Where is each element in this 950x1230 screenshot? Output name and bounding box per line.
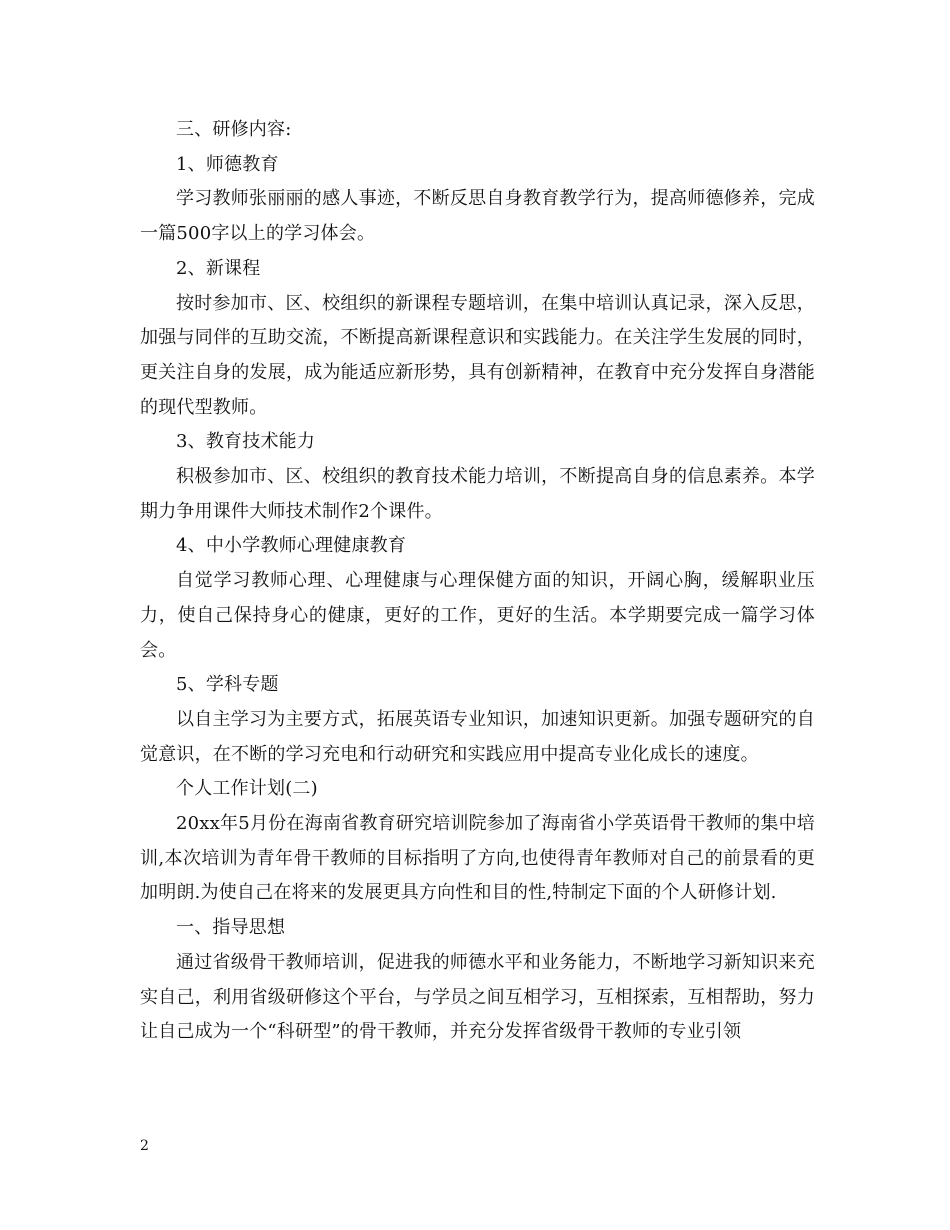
subheading-edtech: 3、教育技术能力 — [176, 431, 316, 453]
paragraph-subject-topics: 以自主学习为主要方式，拓展英语专业知识，加速知识更新。加强专题研究的自觉意识，在不断的学习充电和行动研究和实践应用中提高专业化成长的速度。 — [140, 708, 815, 765]
paragraph-edtech: 积极参加市、区、校组织的教育技术能力培训，不断提高自身的信息素养。本学期力争用课件大师技术制作2个课件。 — [140, 466, 815, 522]
subheading-mental-health: 4、中小学教师心理健康教育 — [176, 535, 407, 557]
paragraph-plan-intro: 20xx年5月份在海南省教育研究培训院参加了海南省小学英语骨干教师的集中培训,本次培训为青年骨干教师的目标指明了方向,也使得青年教师对自己的前景看的更加明朗.为使自己在将来的发展更具方向性和目的性,特制定下面的个人研修计划. — [140, 813, 815, 904]
page-number: 2 — [140, 1138, 149, 1154]
subheading-ethics: 1、师德教育 — [176, 153, 279, 175]
paragraph-guiding-ideology: 通过省级骨干教师培训，促进我的师德水平和业务能力，不断地学习新知识来充实自己，利用省级研修这个平台，与学员之间互相学习，互相探索，互相帮助，努力让自己成为一个“科研型”的骨干教师，并充分发挥省级骨干教师的专业引领 — [140, 951, 815, 1043]
paragraph-ethics: 学习教师张丽丽的感人事迹，不断反思自身教育教学行为，提高师德修养，完成一篇500字以上的学习体会。 — [140, 188, 815, 245]
paragraph-new-curriculum: 按时参加市、区、校组织的新课程专题培训，在集中培训认真记录，深入反思，加强与同伴的互助交流，不断提高新课程意识和实践能力。在关注学生发展的同时，更关注自身的发展，成为能适应新形势，具有创新精神，在教育中充分发挥自身潜能的现代型教师。 — [140, 292, 815, 418]
paragraph-mental-health: 自觉学习教师心理、心理健康与心理保健方面的知识，开阔心胸，缓解职业压力，使自己保持身心的健康，更好的工作，更好的生活。本学期要完成一篇学习体会。 — [140, 570, 815, 661]
plan-title-two: 个人工作计划(二) — [176, 778, 318, 800]
section-heading-content: 三、研修内容: — [176, 119, 292, 140]
subheading-new-curriculum: 2、新课程 — [176, 257, 261, 279]
subheading-subject-topics: 5、学科专题 — [176, 674, 279, 696]
document-body — [140, 113, 815, 1050]
section-heading-guiding-ideology: 一、指导思想 — [176, 917, 286, 939]
